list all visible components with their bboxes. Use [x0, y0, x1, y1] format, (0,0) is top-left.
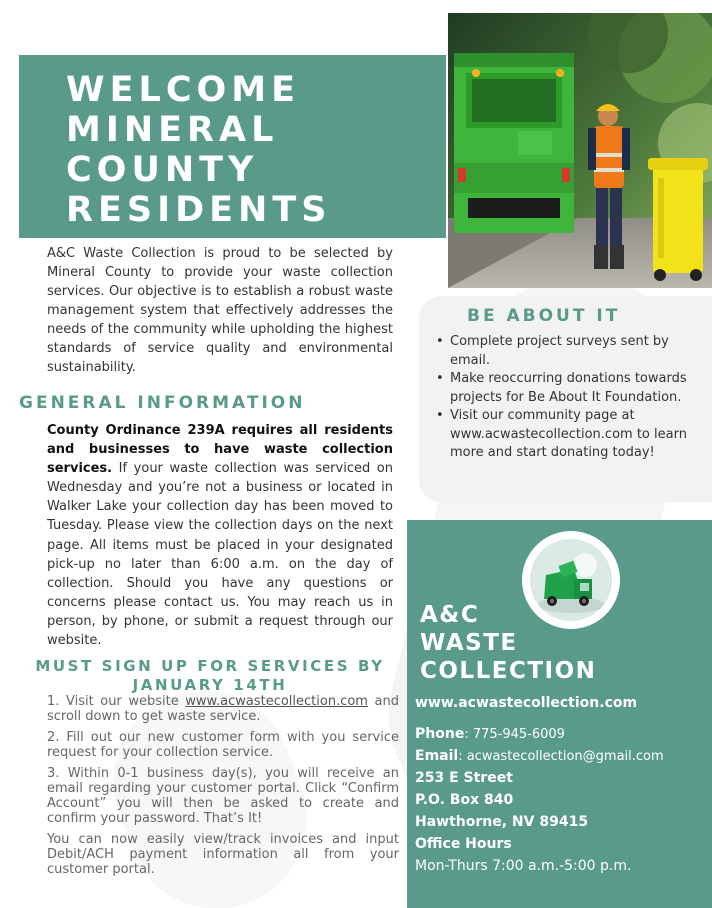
company-name-line-2: WASTE — [420, 630, 518, 656]
title-line-4: RESIDENTS — [66, 190, 332, 230]
contact-website[interactable]: www.acwastecollection.com — [415, 695, 638, 711]
contact-street: 253 E Street — [415, 770, 513, 786]
phone-label: Phone — [415, 726, 465, 742]
step-1-suffix: and scroll down to get waste service. — [47, 694, 399, 724]
signup-heading: MUST SIGN UP FOR SERVICES BY JANUARY 14TH — [35, 657, 385, 694]
intro-paragraph: A&C Waste Collection is proud to be selected by Mineral County to provide your waste collection services. Our objective is to establish a robust waste management system that effectively addresses the needs of the community while upholding the highest standards of service quality and environmental sustainability. — [47, 246, 393, 375]
email-value: : acwastecollection@gmail.com — [458, 749, 664, 764]
general-information-text — [47, 421, 393, 650]
signup-step-1 — [47, 694, 399, 724]
signup-step-4: You can now easily view/track invoices and input Debit/ACH payment information all from your customer portal. — [47, 832, 399, 877]
be-about-it-list — [436, 333, 698, 463]
contact-po-box: P.O. Box 840 — [415, 792, 514, 808]
contact-email — [415, 746, 664, 767]
green-garbage-truck-logo — [530, 539, 612, 621]
office-hours-label: Office Hours — [415, 836, 512, 852]
contact-city: Hawthorne, NV 89415 — [415, 814, 589, 830]
signup-steps — [47, 694, 399, 883]
website-link[interactable]: www.acwastecollection.com — [185, 694, 368, 709]
company-name-line-3: COLLECTION — [420, 658, 597, 684]
general-information-body: If your waste collection was serviced on Wednesday and you’re not a business or located in Walker Lake your collection day has been moved to Tuesday. Please view the collection days on the next page. All items must be placed in your designated pick-up no later than 6:00 a.m. on the day of collection. Should you have any questions or concerns please contact us. You may reach us in person, by phone, or submit a request through our website. — [47, 461, 393, 649]
ordinance-text: County Ordinance 239A requires all residents and businesses to have waste collection services. — [47, 423, 393, 477]
list-item: • Visit our community page at www.acwastecollection.com to learn more and start donating today! — [436, 407, 698, 463]
company-name-line-1: A&C — [420, 602, 480, 628]
signup-step-3: 3. Within 0-1 business day(s), you will receive an email regarding your customer portal. Click “Confirm Account” you will then be asked to create and confirm your password. That’s It! — [47, 766, 399, 826]
email-label: Email — [415, 748, 459, 764]
list-item: • Make reoccurring donations towards projects for Be About It Foundation. — [436, 370, 698, 407]
signup-step-2: 2. Fill out our new customer form with you service request for your collection service. — [47, 730, 399, 760]
list-item: • Complete project surveys sent by email. — [436, 333, 698, 370]
phone-value: : 775-945-6009 — [464, 727, 565, 742]
title-line-1: WELCOME — [66, 70, 300, 110]
be-about-it-heading: BE ABOUT IT — [467, 306, 621, 326]
garbage-truck-worker-photo — [448, 13, 712, 288]
title-line-3: COUNTY — [66, 150, 259, 190]
step-1-prefix: 1. Visit our website — [47, 694, 186, 709]
office-hours-value: Mon-Thurs 7:00 a.m.-5:00 p.m. — [415, 858, 632, 874]
general-information-heading: GENERAL INFORMATION — [19, 393, 306, 413]
contact-phone — [415, 724, 565, 745]
title-line-2: MINERAL — [66, 110, 279, 150]
